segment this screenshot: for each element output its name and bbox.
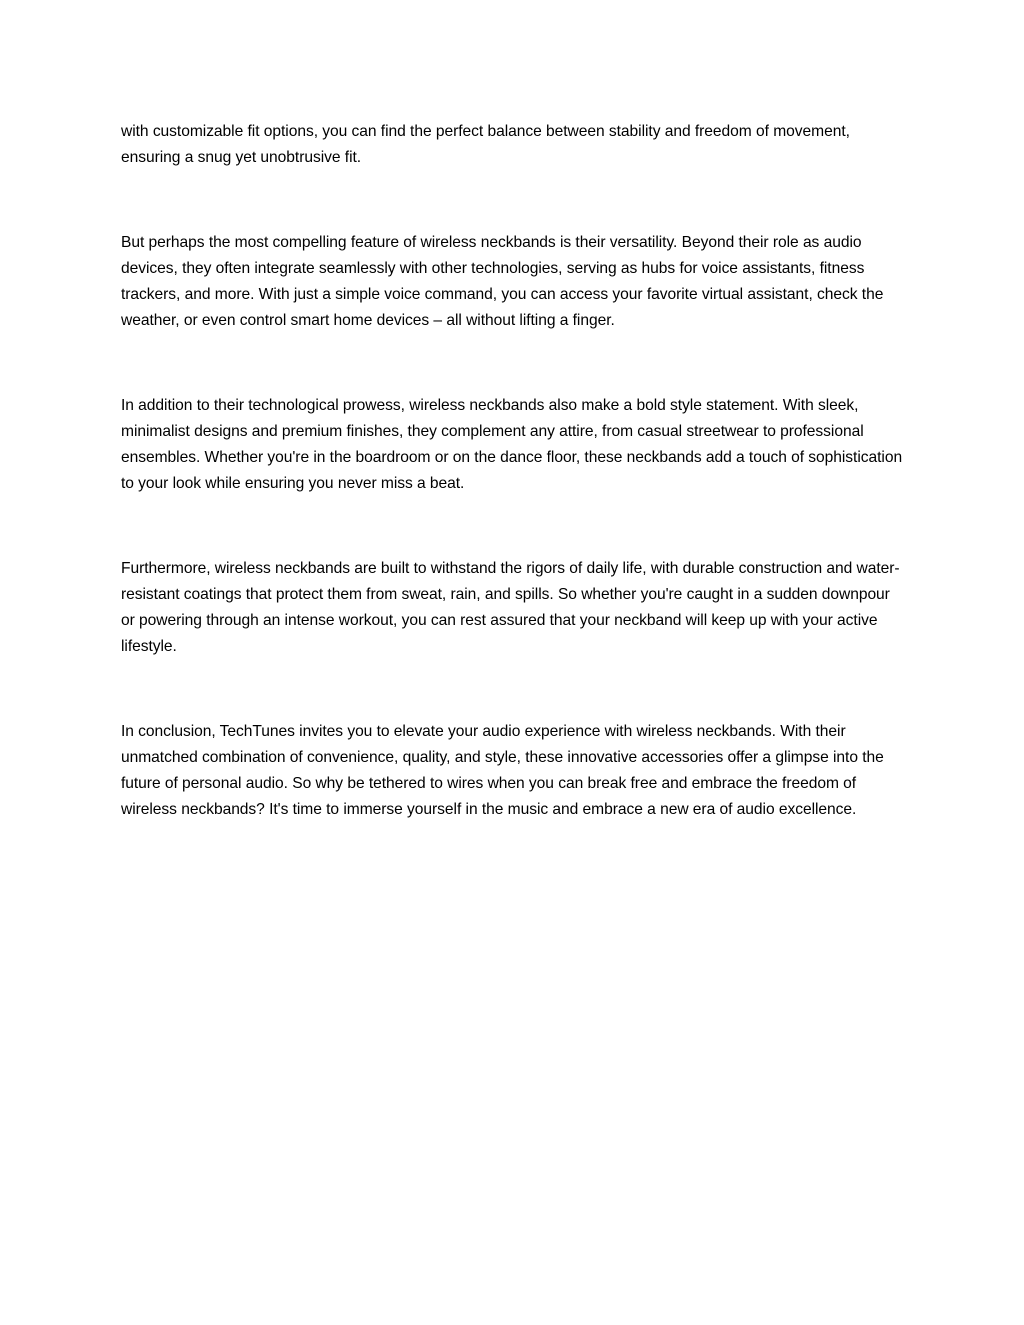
paragraph-conclusion: In conclusion, TechTunes invites you to elevate your audio experience with wireless neckbands. With their unmatched combination of convenience, quality, and style, these innovative accessories offer a glimpse into the future of personal audio. So why be tethered to wires when you can break free and embrace the freedom of wireless neckbands? It's time to immerse yourself in the music and embrace a new era of audio excellence. (121, 723, 884, 818)
paragraph-versatility: But perhaps the most compelling feature of wireless neckbands is their versatility. Beyond their role as audio devices, they often integrate seamlessly with other technologies, serving as hubs for voice assistants, fitness trackers, and more. With just a simple voice command, you can access your favorite virtual assistant, check the weather, or even control smart home devices – all without lifting a finger. (121, 234, 884, 329)
paragraph-fit-options: with customizable fit options, you can find the perfect balance between stability and freedom of movement, ensuring a snug yet unobtrusive fit. (121, 123, 850, 166)
paragraph-style: In addition to their technological prowess, wireless neckbands also make a bold style statement. With sleek, minimalist designs and premium finishes, they complement any attire, from casual streetwear to professional ensembles. Whether you're in the boardroom or on the dance floor, these neckbands add a touch of sophistication to your look while ensuring you never miss a beat. (121, 397, 903, 492)
document-body (121, 119, 906, 823)
paragraph-durability: Furthermore, wireless neckbands are built to withstand the rigors of daily life, with durable construction and water-resistant coatings that protect them from sweat, rain, and spills. So whether you're caught in a sudden downpour or powering through an intense workout, you can rest assured that your neckband will keep up with your active lifestyle. (121, 560, 900, 655)
